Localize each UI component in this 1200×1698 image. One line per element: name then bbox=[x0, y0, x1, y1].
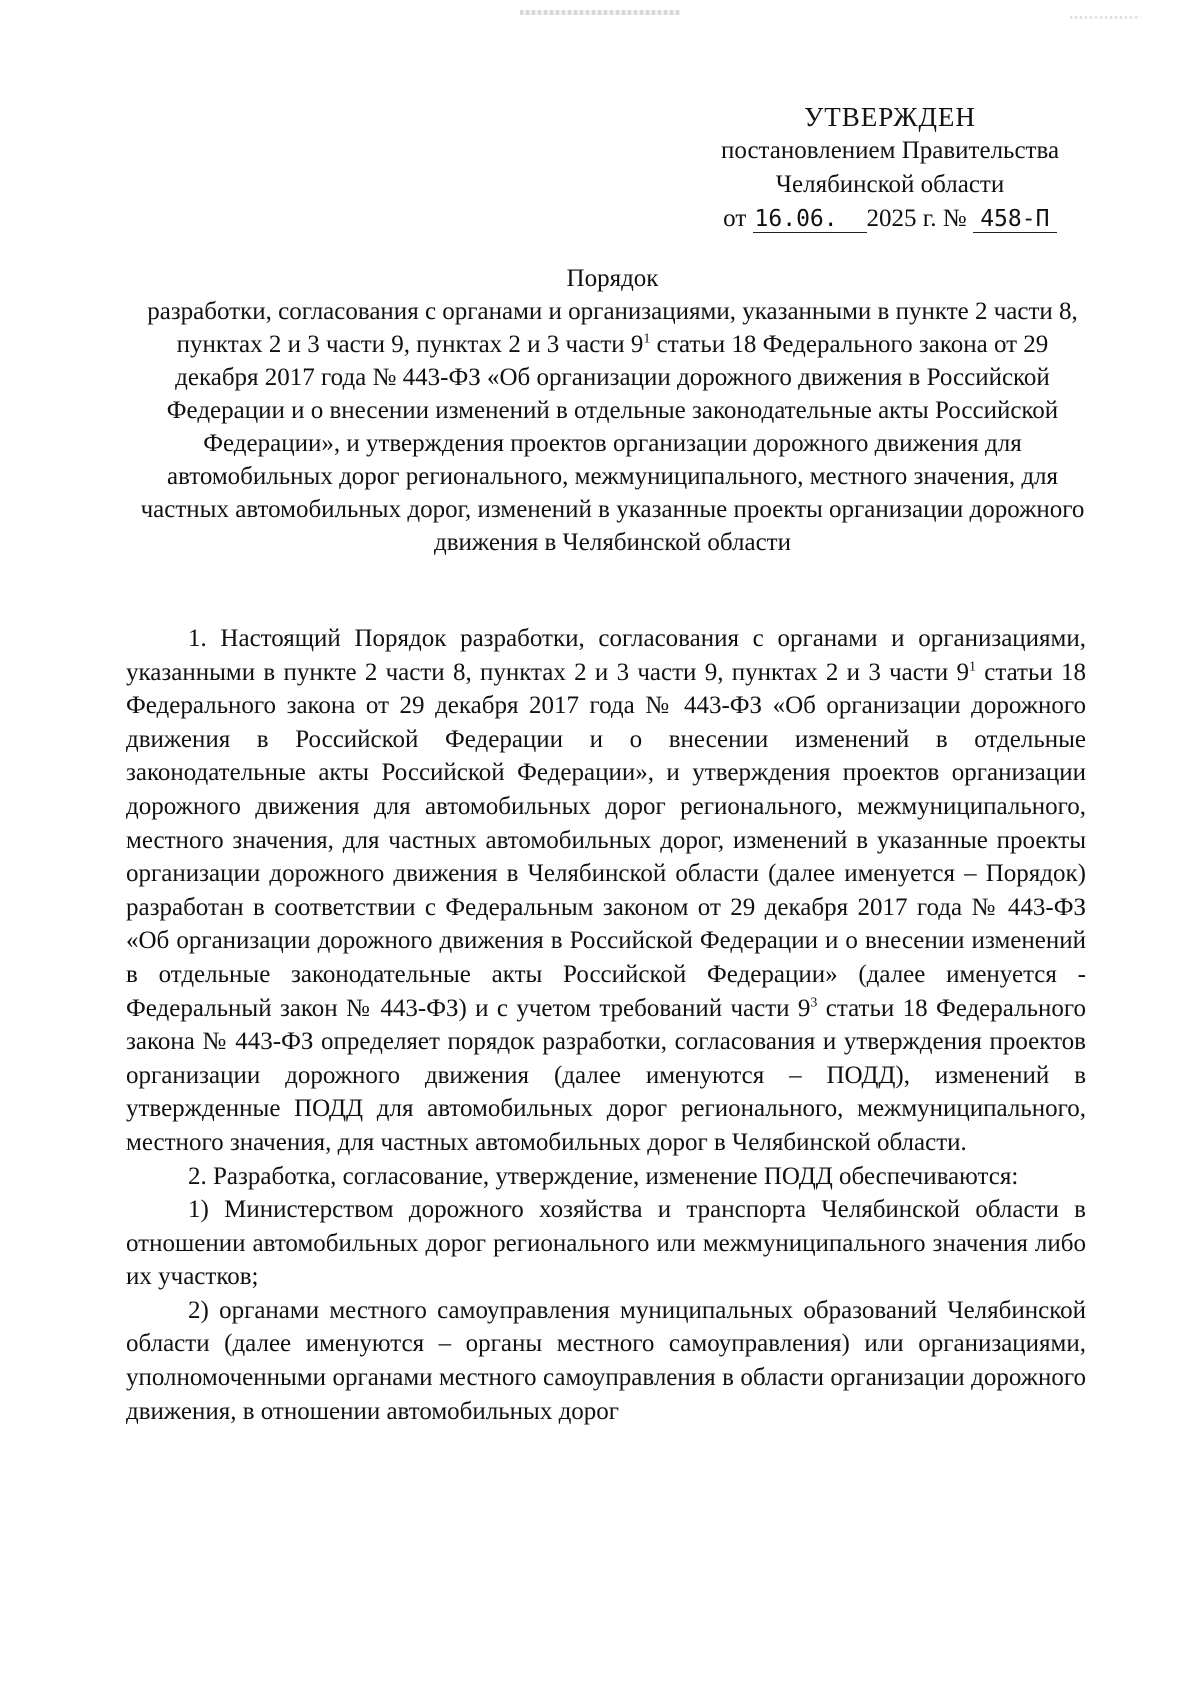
paragraph-1-text-3: статьи 18 Федерального закона № 443-ФЗ определяет порядок разработки, согласования и утверждения проектов организации дорожного движения (далее именуются – ПОДД), изменений в утвержденные ПОДД для автомобильных дорог регионального, межмуниципального, местного значения, для частных автомобильных дорог в Челябинской области. bbox=[126, 994, 1086, 1156]
document-body bbox=[126, 622, 1086, 1428]
document-subtitle bbox=[141, 298, 1085, 556]
approval-number: 458-П bbox=[973, 206, 1057, 233]
approval-stamp bbox=[690, 100, 1090, 236]
approval-date: 16.06. bbox=[753, 206, 867, 233]
paragraph-3: 1) Министерством дорожного хозяйства и транспорта Челябинской области в отношении автомобильных дорог регионального или межмуниципального значения либо их участков; bbox=[126, 1196, 1086, 1291]
paragraph-1-text-2: статьи 18 Федерального закона от 29 декабря 2017 года № 443-ФЗ «Об организации дорожного движения в Российской Федерации и о внесении изменений в отдельные законодательные акты Российской Федерации», и утверждения проектов организации дорожного движения для автомобильных дорог регионального, межмуниципального, местного значения, для частных автомобильных дорог, изменений в указанные проекты организации дорожного движения в Челябинской области (далее именуется – Порядок) разработан в соответствии с Федеральным законом от 29 декабря 2017 года № 443-ФЗ «Об организации дорожного движения в Российской Федерации и о внесении изменений в отдельные законодательные акты Российской Федерации» (далее именуется - Федеральный закон № 443-ФЗ) и с учетом требований части 9 bbox=[126, 658, 1087, 1022]
approval-title: УТВЕРЖДЕН bbox=[804, 102, 976, 132]
paragraph-1-text-1: 1. Настоящий Порядок разработки, согласования с органами и организациями, указанными в пункте 2 части 8, пунктах 2 и 3 части 9, пунктах 2 и 3 части 9 bbox=[126, 625, 1086, 686]
approval-date-number-line bbox=[690, 202, 1090, 236]
paragraph-1-superscript-1: 1 bbox=[968, 659, 976, 675]
paragraph-1-superscript-2: 3 bbox=[810, 995, 818, 1011]
date-prefix: от bbox=[723, 205, 747, 232]
scan-artifact bbox=[520, 10, 680, 15]
title-superscript: 1 bbox=[643, 331, 651, 347]
approval-line-1: постановлением Правительства bbox=[720, 137, 1060, 164]
document-heading: Порядок bbox=[566, 265, 659, 292]
paragraph-4: 2) органами местного самоуправления муниципальных образований Челябинской области (далее именуются – органы местного самоуправления) или организациями, уполномоченными органами местного самоуправления в области организации дорожного движения, в отношении автомобильных дорог bbox=[126, 1296, 1086, 1425]
title-text-2: статьи 18 Федерального закона от 29 декабря 2017 года № 443-ФЗ «Об организации дорожного движения в Российской Федерации и о внесении изменений в отдельные законодательные акты Российской Федерации», и утверждения проектов организации дорожного движения для автомобильных дорог регионального, межмуниципального, местного значения, для частных автомобильных дорог, изменений в указанные проекты организации дорожного движения в Челябинской области bbox=[140, 331, 1085, 556]
year-text: 2025 г. № bbox=[866, 205, 967, 232]
scan-artifact-right bbox=[1070, 16, 1140, 19]
document-title bbox=[140, 262, 1085, 559]
title-text-1: разработки, согласования с органами и организациями, указанными в пункте 2 части 8, пунктах 2 и 3 части 9, пунктах 2 и 3 части 9 bbox=[147, 298, 1078, 358]
paragraph-1 bbox=[126, 622, 1086, 1160]
approval-line-2: Челябинской области bbox=[775, 171, 1005, 198]
paragraph-2: 2. Разработка, согласование, утверждение, изменение ПОДД обеспечиваются: bbox=[188, 1162, 1019, 1190]
